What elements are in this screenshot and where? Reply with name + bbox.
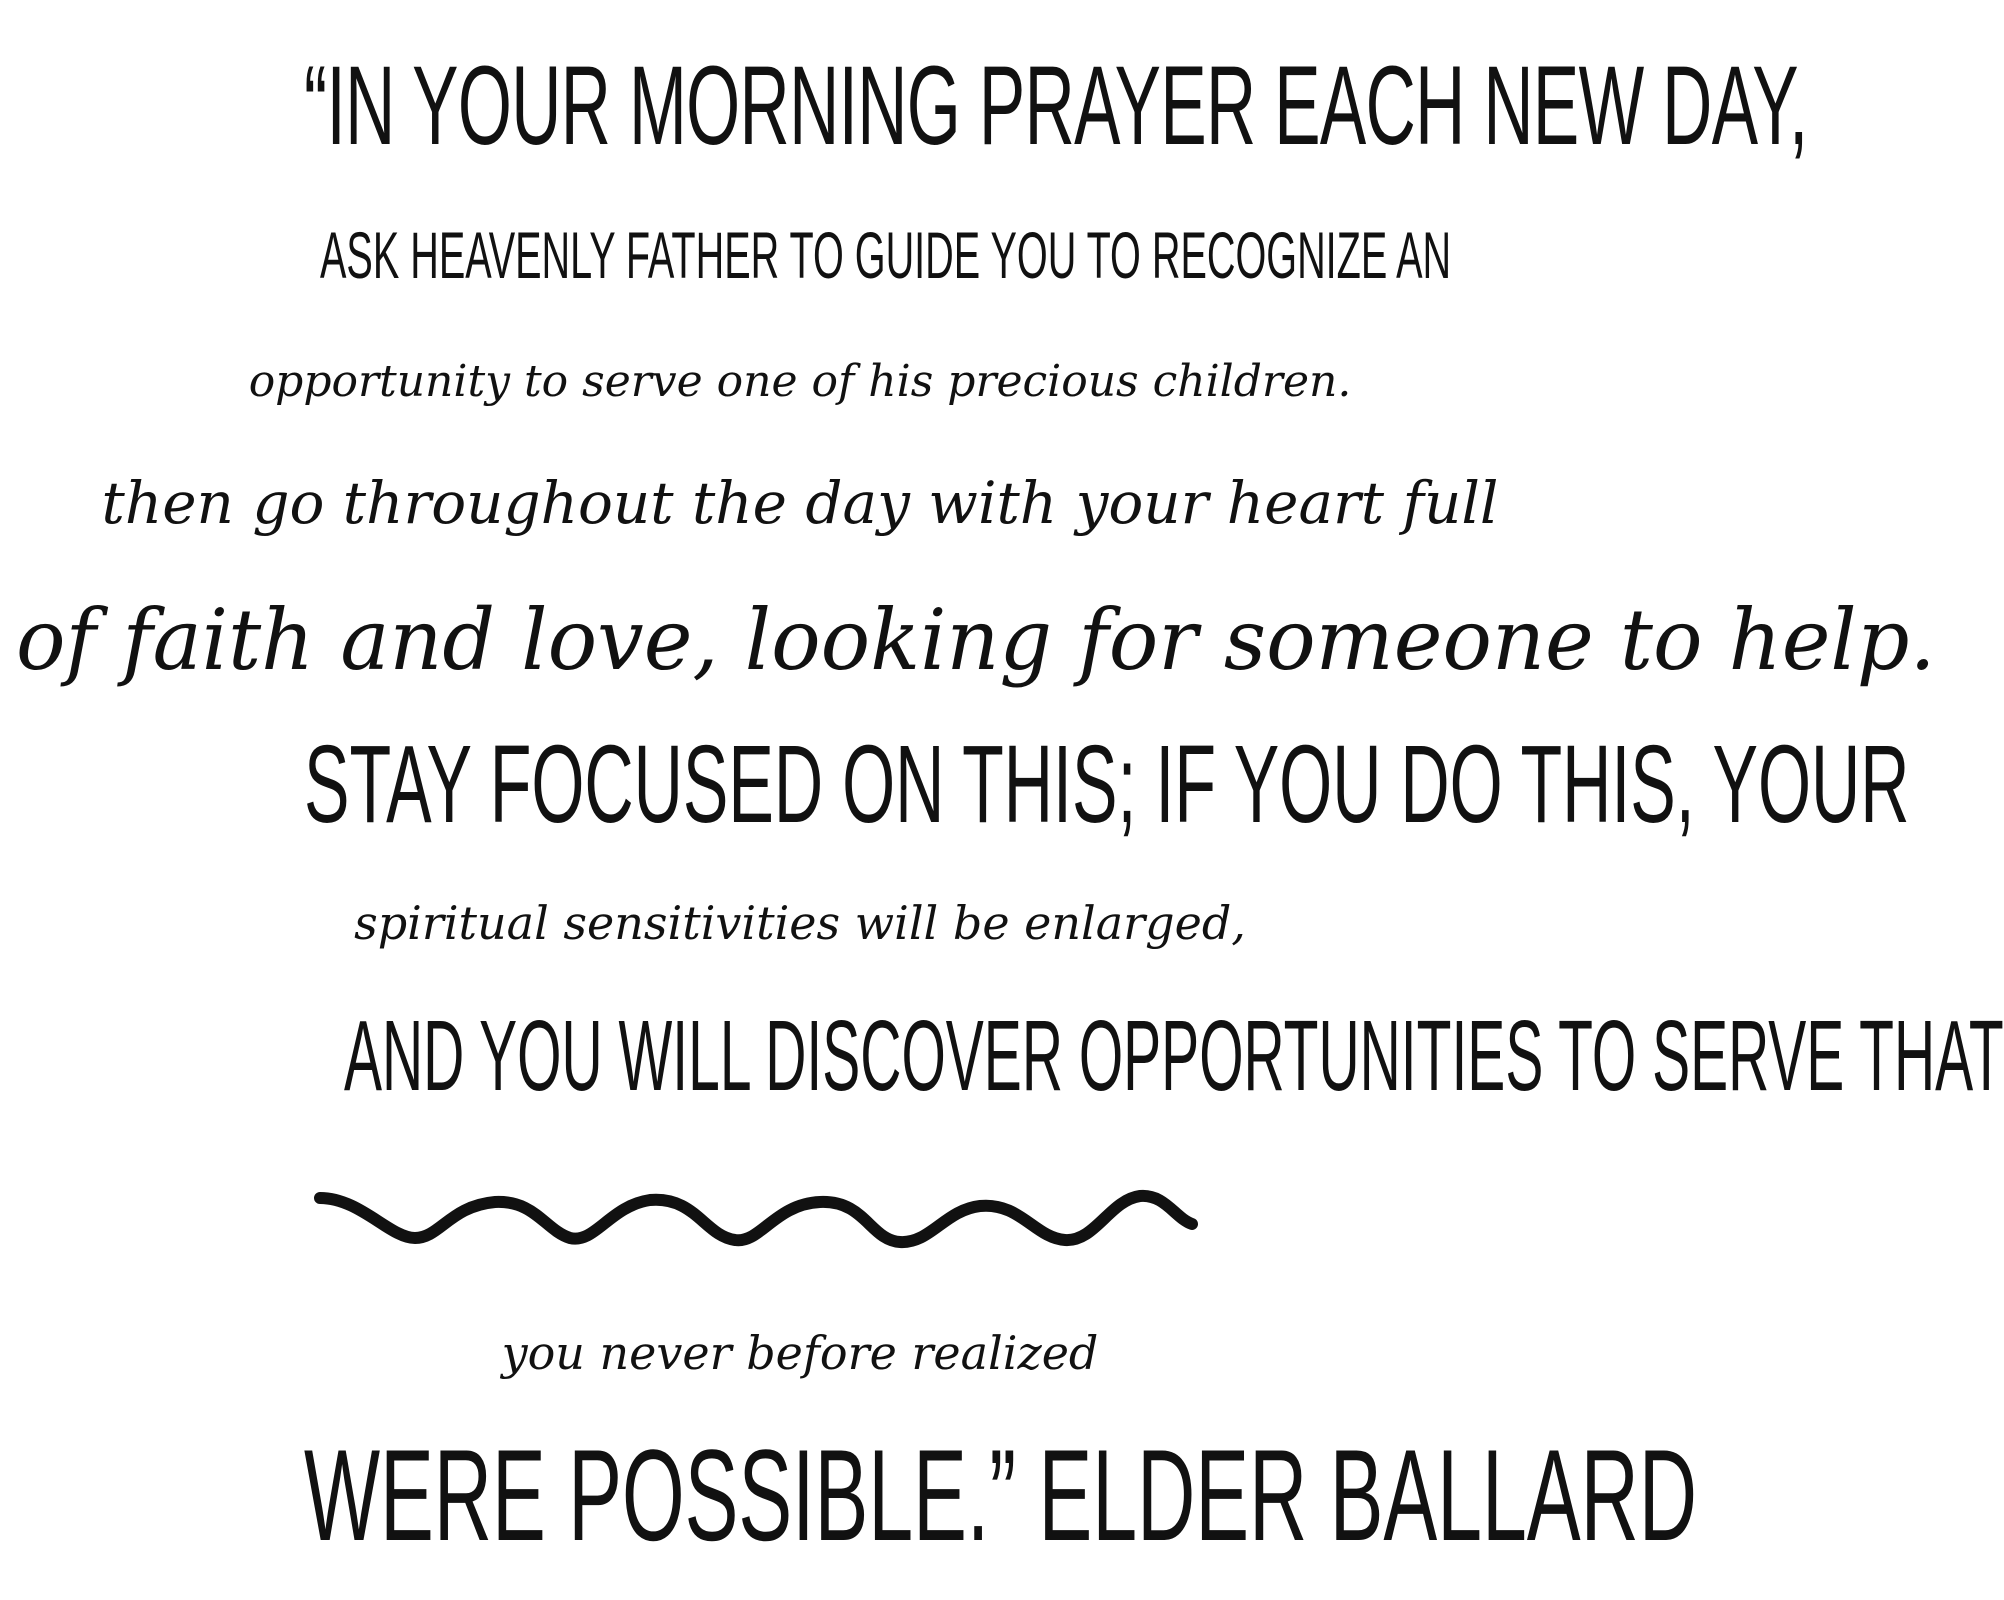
quote-line-5: of faith and love, looking for someone to help. [16,591,1936,689]
wavy-line-path [320,1196,1192,1242]
wavy-line-divider-icon [320,1188,1200,1278]
quote-line-2: ASK HEAVENLY FATHER TO GUIDE YOU TO RECOGNIZE AN [319,218,1452,292]
quote-line-6: STAY FOCUSED ON THIS; IF YOU DO THIS, YOUR [304,723,1910,846]
quote-line-9: you never before realized [501,1326,1099,1380]
quote-line-1: “IN YOUR MORNING PRAYER EACH NEW DAY, [304,43,1808,168]
quote-line-7: spiritual sensitivities will be enlarged, [354,896,1246,950]
quote-line-3: opportunity to serve one of his precious children. [248,356,1352,407]
quote-line-10-attribution: WERE POSSIBLE.” ELDER BALLARD [304,1422,1698,1568]
quote-line-8: AND YOU WILL DISCOVER OPPORTUNITIES TO SERVE THAT [344,1000,2004,1112]
quote-line-4: then go throughout the day with your heart full [101,469,1499,537]
